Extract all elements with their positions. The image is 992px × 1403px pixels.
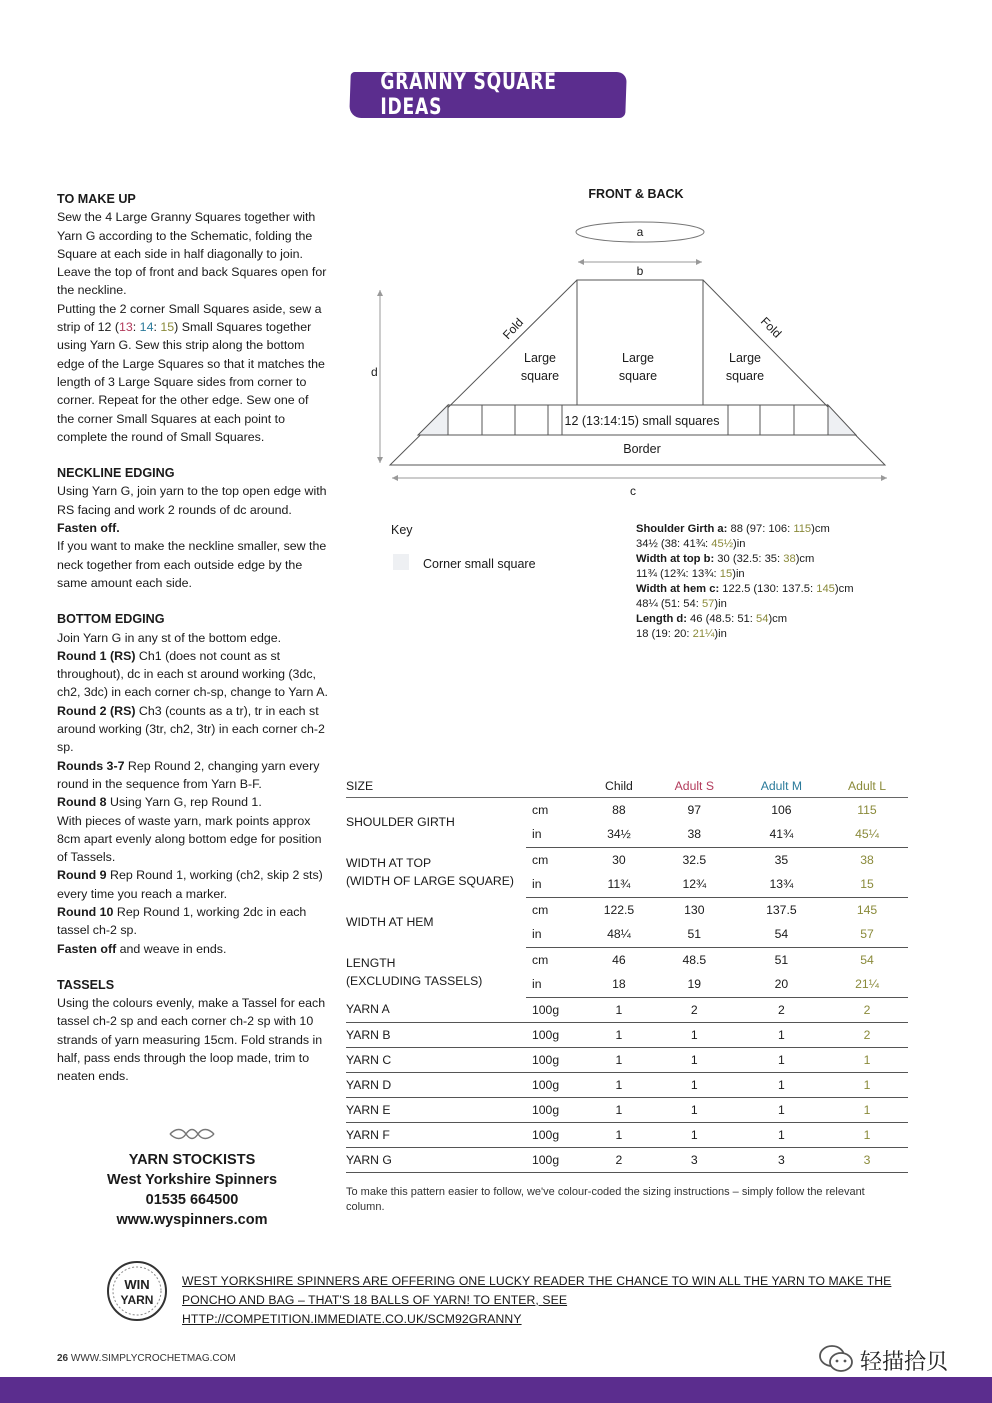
yarn-stockists [57,1150,327,1230]
row-label: WIDTH AT HEM [346,915,434,929]
competition-line1: WEST YORKSHIRE SPINNERS ARE OFFERING ONE LUCKY READER THE CHANCE TO WIN ALL THE YARN TO MAKE THE [182,1274,892,1288]
table-row: in 18 19 20 21¼ [346,972,908,997]
bottom-p1: Join Yarn G in any st of the bottom edge. [57,630,282,645]
center-large-square [577,280,703,405]
neckline-heading: NECKLINE EDGING [57,466,175,481]
large-left-1: Large [524,351,556,365]
table-row: in 11¾ 12¾ 13¾ 15 [346,872,908,897]
rounds-3-7: Rounds 3-7 Rep Round 2, changing yarn every round in the sequence from Yarn B-F. [57,758,320,791]
table-row-yarn-g: YARN G 100g 2 3 3 3 [346,1147,908,1172]
large-center-1: Large [622,351,654,365]
size-s-count: 13 [118,320,133,335]
measure-length-in: 18 (19: 20: 21¼)in [636,628,727,640]
schematic-title: FRONT & BACK [588,187,684,201]
corner-square-left [418,405,448,435]
round-2: Round 2 (RS) Ch3 (counts as a tr), tr in each st around working (3tr, ch2, 3tr) in each corner ch-2 sp. [57,703,325,755]
key-label: Key [391,523,413,537]
svg-text:YARN: YARN [120,1293,154,1307]
page-number: 26 [57,1353,69,1364]
ornament-icon [168,1126,216,1142]
measurements [636,522,896,642]
label-b: b [636,264,644,278]
stockist-name: West Yorkshire Spinners [106,1172,278,1188]
stockist-url[interactable]: www.wyspinners.com [116,1212,268,1228]
size-m-count: 14 [139,320,154,335]
round-8: Round 8 Using Yarn G, rep Round 1. [57,795,262,810]
wechat-icon [818,1343,854,1375]
table-header-row [346,775,908,797]
tassels-heading: TASSELS [57,977,115,992]
table-row: in 48¼ 51 54 57 [346,922,908,947]
label-a: a [636,225,644,239]
measure-hem-cm: Width at hem c: 122.5 (130: 137.5: 145)cm [636,583,854,595]
neckline-p1: Using Yarn G, join yarn to the top open edge with RS facing and work 2 rounds of dc around. [57,484,327,517]
row-label: LENGTH (EXCLUDING TASSELS) [346,956,483,988]
row-label: WIDTH AT TOP (WIDTH OF LARGE SQUARE) [346,856,514,888]
footer [57,1353,236,1364]
measure-top-in: 11¾ (12¾: 13¾: 15)in [636,568,745,580]
to-make-up-p2 [57,300,329,446]
round-10: Round 10 Rep Round 1, working 2dc in each tassel ch-2 sp. [57,904,307,938]
measure-shoulder-in: 34½ (38: 41¾: 45½)in [636,538,746,550]
strip-label: 12 (13:14:15) small squares [564,414,720,428]
to-make-up-heading: TO MAKE UP [57,192,136,206]
svg-text:WIN: WIN [124,1277,150,1292]
measure-length-cm: Length d: 46 (48.5: 51: 54)cm [636,613,788,625]
fold-left-label: Fold [499,315,527,343]
round-9: Round 9 Rep Round 1, working (ch2, skip 2 sts) every time you reach a marker. [57,868,323,901]
table-row: SHOULDER GIRTH cm 88 97 106 115 [346,797,908,822]
bottom-bar [0,1377,992,1403]
neckline-p2: If you want to make the neckline smaller, sew the neck together from each outside edge by the same amount each side. [57,539,327,590]
table-row-yarn-d: YARN D 100g 1 1 1 1 [346,1072,908,1097]
table-row: WIDTH AT HEM cm 122.5 130 137.5 145 [346,897,908,922]
square-right-2: square [725,369,765,383]
size-l-count: 15 [160,320,175,335]
row-label: SHOULDER GIRTH [346,815,455,830]
square-left-2: square [520,369,560,383]
sep1: : [132,320,140,335]
waste-yarn-text: With pieces of waste yarn, mark points approx 8cm apart evenly along bottom edge for position of Tassels. [57,813,322,865]
neckline-fasten: Fasten off. [57,521,120,536]
page-title: GRANNY SQUARE IDEAS [380,70,557,120]
instructions-column [57,190,329,1086]
competition-text[interactable] [182,1272,902,1329]
key-item: Corner small square [423,557,536,571]
stockists-heading: YARN STOCKISTS [128,1152,256,1168]
sep2: : [153,320,161,335]
measure-shoulder-cm: Shoulder Girth a: 88 (97: 106: 115)cm [636,523,830,535]
border-label: Border [623,442,661,456]
key-swatch [393,554,409,570]
round-1: Round 1 (RS) Ch1 (does not count as st throughout), dc in each st around working (3dc, ch2, 3dc) in each corner ch-sp, change to Yarn A. [57,648,328,700]
size-child: Child [586,775,652,797]
table-row-yarn-b: YARN B 100g 1 1 1 2 [346,1022,908,1047]
p2-text-a: Putting the 2 corner Small Squares aside, sew a strip of 12 ( [57,301,322,335]
bottom-fasten: Fasten off and weave in ends. [57,941,227,956]
corner-square-right [828,405,856,435]
bottom-edging-heading: BOTTOM EDGING [57,612,165,627]
table-row-yarn-f: YARN F 100g 1 1 1 1 [346,1122,908,1147]
measure-top-cm: Width at top b: 30 (32.5: 35: 38)cm [636,553,815,565]
table-row-yarn-e: YARN E 100g 1 1 1 1 [346,1097,908,1122]
size-adult-m: Adult M [737,775,826,797]
size-adult-l: Adult L [826,775,908,797]
wechat-account-name: 轻描拾贝 [860,1350,949,1375]
table-row: WIDTH AT TOP (WIDTH OF LARGE SQUARE) cm 30 32.5 35 38 [346,847,908,872]
label-d: d [371,365,378,379]
tassels-p1: Using the colours evenly, make a Tassel for each tassel ch-2 sp and each corner ch-2 sp with 10 strands of yarn measuring 15cm. Fold strands in half, pass ends through the loop made, trim to neaten ends. [57,996,326,1084]
front-back-schematic [360,210,900,510]
stockist-phone: 01535 664500 [145,1192,239,1208]
size-header: SIZE [346,775,526,797]
label-c: c [630,484,636,498]
measure-hem-in: 48¼ (51: 54: 57)in [636,598,727,610]
table-row: in 34½ 38 41¾ 45¼ [346,822,908,847]
table-row-yarn-a: YARN A 100g 1 2 2 2 [346,997,908,1022]
p2-text-b: ) Small Squares together using Yarn G. Sew this strip along the bottom edge of the Large Squares so that it matches the length of 3 Large Square sides from corner to corner. Repeat for the other edge. Sew one of the corner Small Squares at each point to complete the round of Small Squares. [57,320,325,444]
table-row: LENGTH (EXCLUDING TASSELS) cm 46 48.5 51 54 [346,947,908,972]
footer-site[interactable]: WWW.SIMPLYCROCHETMAG.COM [70,1353,236,1364]
fold-right-label: Fold [757,314,785,341]
win-yarn-badge-icon [106,1260,168,1322]
to-make-up-p1: Sew the 4 Large Granny Squares together with Yarn G according to the Schematic, folding the Square at each side in half diagonally to join. Leave the top of front and back Squares open for the neckline. [57,210,327,298]
square-center-2: square [618,369,658,383]
competition-line2: PONCHO AND BAG – THAT'S 18 BALLS OF YARN! TO ENTER, SEE HTTP://COMPETITION.IMMEDIATE.CO.UK/SCM92GRANNY [182,1293,568,1326]
size-adult-s: Adult S [652,775,737,797]
table-note: To make this pattern easier to follow, we've colour-coded the sizing instructions – simply follow the relevant column. [346,1186,865,1213]
table-row-yarn-c: YARN C 100g 1 1 1 1 [346,1047,908,1072]
size-table [346,775,908,1173]
large-right-1: Large [729,351,761,365]
